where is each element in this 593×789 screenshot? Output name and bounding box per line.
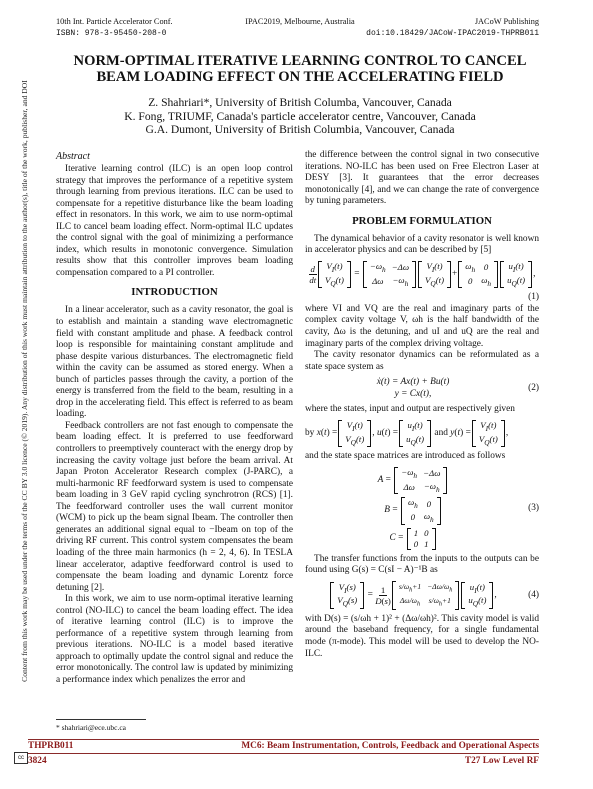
equation-4-number: (4)	[528, 589, 539, 600]
footer-rule-middle	[28, 753, 539, 754]
title-line-1: NORM-OPTIMAL ITERATIVE LEARNING CONTROL TO CANCEL	[73, 53, 527, 69]
pf-paragraph-3: The cavity resonator dynamics can be reformulated as a state space system as	[305, 350, 539, 372]
pf-paragraph-5: and the state space matrices are introduced as follows	[305, 451, 506, 462]
equation-2-number: (2)	[528, 382, 539, 393]
intro-paragraph-1: In a linear accelerator, such as a cavity resonator, the goal is to establish and maintain a standing wave electromagnetic field with constant amplitude and phase. A feedback control loop is responsible for maintaining constant amplitude and phase despite various disturbances. The electromagnetic field within the cavity can be assumed as stored energy. When a bunch of particles passes through the cavity, a portion of the energy is transferred from the field to the beam, resulting in a drop in the accelerating field. This effect is referred to as beam loading.	[56, 305, 293, 420]
header-isbn: ISBN: 978-3-95450-208-0	[56, 29, 167, 38]
pf-paragraph-7: with D(s) = (s/ωh + 1)² + (Δω/ωh)². This cavity model is valid around the baseband frequency, for a single fundamental mode (π-mode). This model will be used to develop the NO-ILC.	[305, 613, 539, 659]
pf-paragraph-6: The transfer functions from the inputs to the outputs can be found using G(s) = C(sI − A)⁻¹B as	[305, 553, 539, 576]
problem-formulation-heading: PROBLEM FORMULATION	[352, 214, 492, 227]
footer-paper-id: THPRB011	[28, 741, 74, 751]
equation-4: $V_I(s)$ $V_Q(s)$ = $\frac{1}{D(s)}$ $s/\omega_h+1$ $-\Delta\omega/\omega_h$ $\Delta\omega/\omega_h$ $s/\omega_h+1$ $u_I(t)$ $u_Q(t)$ , (4)	[305, 581, 539, 610]
equation-2-line-1: ẋ(t) = Ax(t) + Bu(t)	[376, 377, 450, 388]
equation-2	[305, 377, 539, 400]
footer-page-number: 3824	[28, 756, 47, 766]
footnote-email: * shahriari@ece.ubc.ca	[56, 723, 126, 732]
pf-paragraph-2: where VI and VQ are the real and imaginary parts of the complex cavity voltage V, ωh is the half bandwidth of the cavity, Δω is the detuning, and uI and uQ are the real and imaginary parts of the complex driving voltage.	[305, 303, 539, 349]
intro-paragraph-2: Feedback controllers are not fast enough to compensate the beam loading effect. It is preferred to use feedforward controllers to preemptively counteract with the energy drop by increasing the cavity voltage just before the beam arrival. At Japan Proton Accelerator Research complex (J-PARC), a multi-harmonic RF feedforward system is used to compensate beam loading in 3 GeV rapid cycling synchrotron (RCS) [1]. The feedforward controller uses the wall current monitor (WCM) to pick up the beam signal Ibeam. The controller then generates an additional signal equal to −Ibeam on top of the driving RF current. This control system compensates the beam loading of the three main harmonics (h = 2, 4, 6). In TESLA linear accelerator, adaptive feedforward control is used to compensate the beam loading and dynamic Lorentz force detuning [2].	[56, 420, 293, 593]
author-3: G.A. Dumont, University of British Columbia, Vancouver, Canada	[145, 123, 455, 136]
header-conference: 10th Int. Particle Accelerator Conf.	[56, 17, 173, 26]
equation-2-line-2: y = Cx(t),	[394, 388, 432, 399]
introduction-heading: INTRODUCTION	[131, 286, 218, 299]
abstract-text: Iterative learning control (ILC) is an open loop control strategy that improves the performance of a repetitive system through learning from previous iterations. ILC can be used to compensate for a repetitive disturbance like the beam loading effect in resonators. In this work, we aim to use norm-optimal ILC to cancel beam loading effect. Norm-optimal ILC updates the control signal with the goal of minimizing a performance index, which results in monotonic convergence. Simulation results show that this controller improves beam loading compensation compared to a PI controller.	[56, 164, 293, 278]
title-line-2: BEAM LOADING EFFECT ON THE ACCELERATING FIELD	[96, 69, 504, 85]
state-vectors: by x(t) = $V_I(t)$ $V_Q(t)$ , u(t) = $u_I(t)$ $u_Q(t)$ and y(t) = $V_I(t)$ $V_Q(t)$ ,	[305, 419, 509, 447]
right-paragraph-0: the difference between the control signal in two consecutive iterations. NO-ILC has been used on Free Electron Laser at DESY [3]. It guarantees that the error decreases monotonically [4], and we can change the rate of convergence by tuning parameters.	[305, 150, 539, 207]
header-publisher: JACoW Publishing	[474, 17, 539, 26]
pf-paragraph-1: The dynamical behavior of a cavity resonator is well known in accelerator physics and can be described by [5]	[305, 233, 539, 256]
cc-license-icon: cc	[14, 752, 28, 764]
author-2: K. Fong, TRIUMF, Canada's particle accelerator centre, Vancouver, Canada	[124, 109, 476, 123]
paper-title	[60, 53, 540, 85]
right-column	[305, 150, 539, 660]
author-list	[60, 96, 540, 137]
equation-1-number: (1)	[528, 292, 539, 303]
footnote-rule	[56, 719, 146, 720]
footer-rule-top	[28, 739, 539, 740]
footnote	[56, 719, 293, 732]
license-sidebar: Content from this work may be used under the terms of the CC BY 3.0 licence (© 2019). Any distribution of this work must maintain attribution to the author(s), title of the work, publisher, and DOI	[20, 80, 29, 682]
pf-paragraph-4: where the states, input and output are respectively given	[305, 404, 515, 415]
abstract-heading: Abstract	[56, 151, 90, 162]
equation-3-number: (3)	[528, 502, 539, 513]
intro-paragraph-3: In this work, we aim to use norm-optimal iterative learning control (NO-ILC) to cancel the beam loading effect. The idea of iterative learning control (ILC) is to improve the performance of a repetitive system through learning from previous iterations. NO-ILC is a model based iterative approach to optimally update the control signal and reduce the error monotonically. The control law is updated by minimizing a performance index which penalizes the error and	[56, 594, 293, 685]
header-doi: doi:10.18429/JACoW-IPAC2019-THPRB011	[366, 29, 539, 38]
equation-1: $\frac{d}{dt}$ $V_I(t)$ $V_Q(t)$ = $-\omega_h$ −Δω Δω $-\omega_h$ $V_I(t)$ $V_Q(t)$ + $\omega_h$ 0 0 $\omega_h$ $u_I(t)$ $u_Q(t)$ ,	[309, 260, 536, 288]
equation-3: A = $-\omega_h$ −Δω Δω $-\omega_h$ B = $\omega_h$ 0 0 $\omega_h$ C = 1 0 0 1 (3)	[377, 466, 539, 549]
footer-track: T27 Low Level RF	[464, 756, 539, 766]
footer-session: MC6: Beam Instrumentation, Controls, Feedback and Operational Aspects	[241, 741, 539, 751]
left-column	[56, 150, 293, 687]
header-venue: IPAC2019, Melbourne, Australia	[245, 17, 355, 26]
author-1: Z. Shahriari*, University of British Columba, Vancouver, Canada	[148, 96, 452, 109]
